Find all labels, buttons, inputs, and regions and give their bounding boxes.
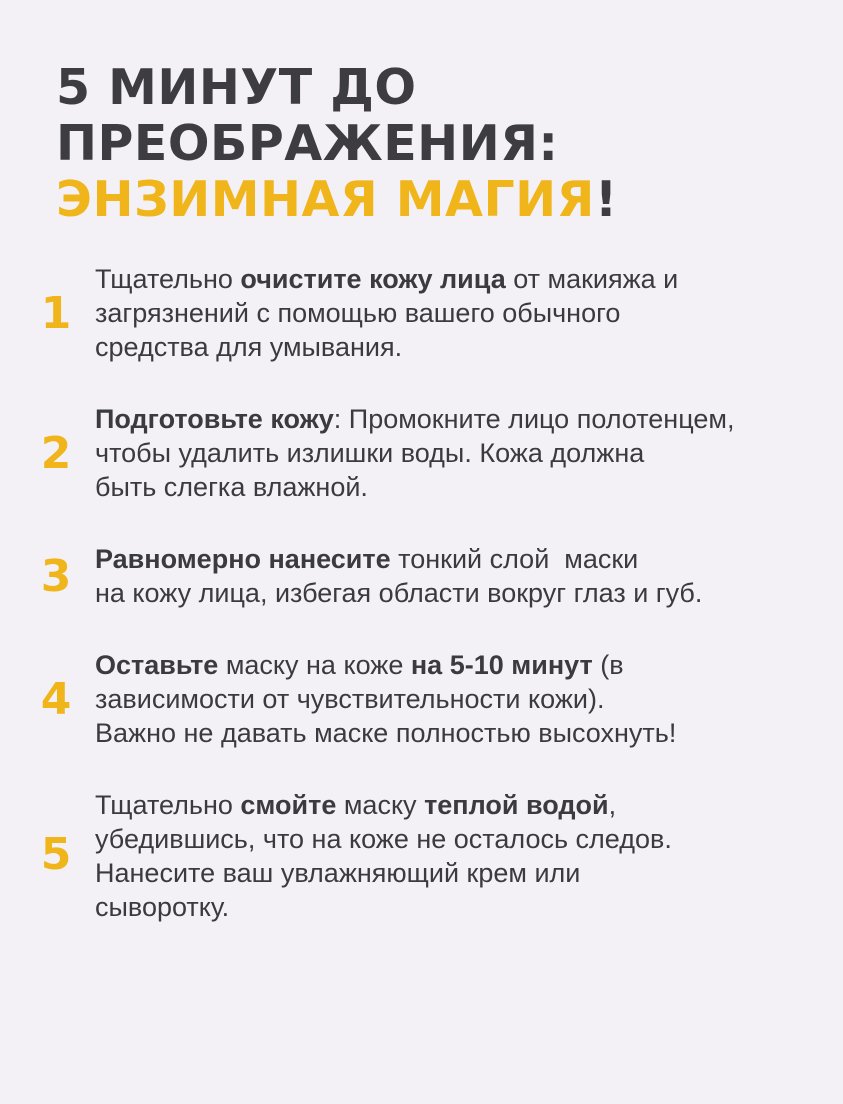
title-exclamation: ! <box>594 171 618 228</box>
text-run: , <box>608 790 617 820</box>
step-line <box>95 402 815 436</box>
text-run: загрязнений с помощью вашего обычного <box>95 298 621 328</box>
step-number: 4 <box>40 674 72 725</box>
step-number: 1 <box>40 288 72 339</box>
step-line <box>95 856 815 890</box>
text-run-bold: Равномерно нанесите <box>95 544 391 574</box>
title-line-3 <box>56 172 796 228</box>
step-line <box>95 576 815 610</box>
step-number: 3 <box>40 551 72 602</box>
text-run: убедившись, что на коже не осталось следов. <box>95 824 672 854</box>
step-line <box>95 648 815 682</box>
text-run-bold: Оставьте <box>95 650 219 680</box>
title-line-2: ПРЕОБРАЖЕНИЯ: <box>56 115 559 172</box>
text-run: средства для умывания. <box>95 332 403 362</box>
step-line <box>95 890 815 924</box>
text-run: : Промокните лицо полотенцем, <box>333 404 735 434</box>
step-line <box>95 436 815 470</box>
text-run: сыворотку. <box>95 892 230 922</box>
step-text <box>95 648 815 750</box>
text-run-bold: очистите кожу лица <box>240 264 506 294</box>
step-line <box>95 788 815 822</box>
text-run: Важно не давать маске полностью высохнуть! <box>95 718 677 748</box>
text-run: быть слегка влажной. <box>95 472 368 502</box>
text-run: тонкий слой маски <box>390 544 639 574</box>
text-run: Тщательно <box>95 264 241 294</box>
step-line <box>95 682 815 716</box>
step-line <box>95 542 815 576</box>
title-accent: ЭНЗИМНАЯ МАГИЯ <box>56 171 595 228</box>
text-run: Тщательно <box>95 790 241 820</box>
step-line <box>95 262 815 296</box>
step-text <box>95 402 815 504</box>
step-text <box>95 262 815 364</box>
step-number: 2 <box>40 428 72 479</box>
text-run: от макияжа и <box>505 264 679 294</box>
step-line <box>95 330 815 364</box>
text-run-bold: Подготовьте кожу <box>95 404 334 434</box>
text-run-bold: на 5-10 минут <box>410 650 593 680</box>
text-run: зависимости от чувствительности кожи). <box>95 684 605 714</box>
text-run: на кожу лица, избегая области вокруг глаз и губ. <box>95 578 703 608</box>
text-run: чтобы удалить излишки воды. Кожа должна <box>95 438 645 468</box>
title-line-1: 5 МИНУТ ДО <box>56 59 417 116</box>
text-run: маску на коже <box>218 650 411 680</box>
text-run: (в <box>592 650 624 680</box>
step-line <box>95 716 815 750</box>
text-run: маску <box>336 790 425 820</box>
step-text <box>95 542 815 610</box>
step-number: 5 <box>40 829 72 880</box>
text-run-bold: теплой водой <box>424 790 609 820</box>
step-text <box>95 788 815 924</box>
step-line <box>95 822 815 856</box>
text-run-bold: смойте <box>240 790 337 820</box>
step-line <box>95 296 815 330</box>
step-line <box>95 470 815 504</box>
page-title <box>56 60 796 228</box>
text-run: Нанесите ваш увлажняющий крем или <box>95 858 581 888</box>
